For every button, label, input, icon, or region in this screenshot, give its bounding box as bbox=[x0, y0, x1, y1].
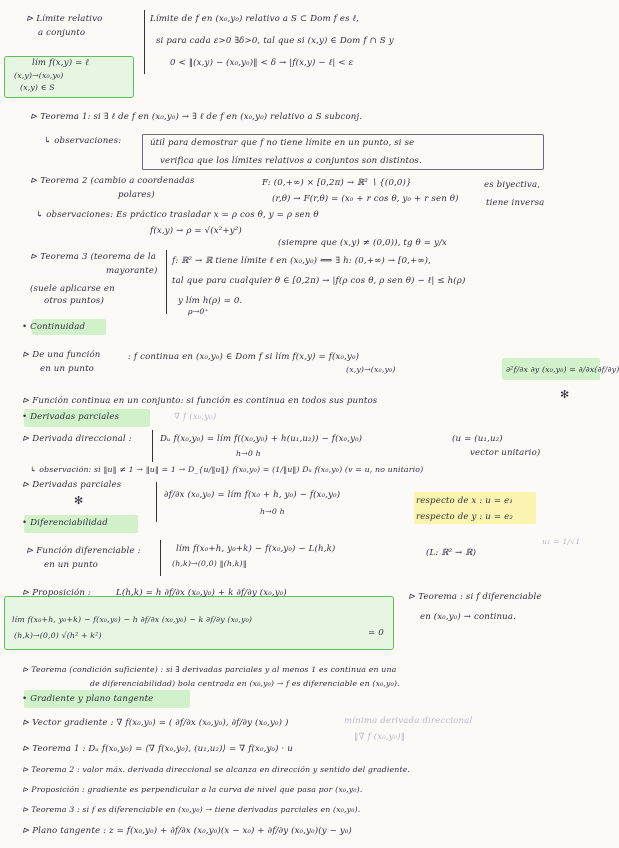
continua-punto-def: : f continua en (x₀,y₀) ∈ Dom f si lím f(x,y) = f(x₀,y₀) bbox=[128, 352, 360, 362]
polar-map-2: (r,θ) → F(r,θ) = (x₀ + r cos θ, y₀ + r sen θ) bbox=[272, 194, 459, 204]
bracket-line-1 bbox=[144, 10, 145, 74]
respecto-x: respecto de x : u = e₁ bbox=[416, 496, 513, 506]
unit-vector-2: vector unitario) bbox=[470, 448, 541, 458]
tiene-inversa: tiene inversa bbox=[486, 198, 545, 208]
observacion-polares: ↳ observaciones: Es práctico trasladar x = ρ cos θ, y = ρ sen θ bbox=[36, 210, 319, 220]
observacion-line-1: útil para demostrar que f no tiene límite en un punto, si se bbox=[150, 138, 415, 148]
teorema-1: ⊳ Teorema 1: si ∃ ℓ de f en (x₀,y₀) → ∃ ℓ de f en (x₀,y₀) relativo a S subconj. bbox=[30, 112, 363, 122]
derivadas-parciales-label: ⊳ Derivadas parciales bbox=[22, 480, 122, 490]
proposicion-limit-sub: (h,k)→(0,0) √(h² + k²) bbox=[14, 631, 102, 640]
continua-punto-sub: (x,y)→(x₀,y₀) bbox=[346, 365, 396, 374]
star-mark-2: ✻ bbox=[74, 494, 84, 507]
bracket-line-2 bbox=[166, 250, 167, 314]
mayorante-line-1: f: ℝ² → ℝ tiene límite ℓ en (x₀,y₀) ⟺ ∃ h: (0,+∞) → [0,+∞), bbox=[172, 256, 432, 266]
bracket-line-5 bbox=[160, 540, 161, 576]
observaciones-label: ↳ observaciones: bbox=[44, 136, 122, 146]
teorema-3-gradiente: ⊳ Teorema 3 : si f es diferenciable en (x₀,y₀) → tiene derivadas parciales en (x₀,y₀). bbox=[22, 805, 361, 814]
teorema-2-gradiente: ⊳ Teorema 2 : valor máx. derivada direccional se alcanza en dirección y sentido del gradiente. bbox=[22, 765, 411, 774]
biyectiva: es biyectiva, bbox=[484, 180, 541, 190]
continua-punto-1: ⊳ De una función bbox=[22, 350, 101, 360]
mayorante-line-2: tal que para cualquier θ ∈ [0,2π) → |f(ρ cos θ, ρ sen θ) − ℓ| ≤ h(ρ) bbox=[172, 276, 466, 286]
proposicion-label: ⊳ Proposición : bbox=[22, 588, 91, 598]
teorema-3-note-2: otros puntos) bbox=[44, 296, 104, 306]
mixed-derivative: ∂²f/∂x ∂y (x₀,y₀) = ∂/∂x(∂f/∂y) bbox=[506, 365, 619, 374]
teorema-diferenciable-1: ⊳ Teorema : si f diferenciable bbox=[408, 592, 542, 602]
section-derivadas: • Derivadas parciales bbox=[22, 412, 120, 422]
derivada-direccional-sub: h→0 h bbox=[236, 449, 261, 458]
section-diferenciabilidad: • Diferenciabilidad bbox=[22, 518, 108, 528]
diferenciable-formula: lím f(x₀+h, y₀+k) − f(x₀,y₀) − L(h,k) bbox=[176, 544, 336, 554]
teorema-3-mayorante: mayorante) bbox=[106, 266, 158, 276]
continua-conjunto: ⊳ Función continua en un conjunto: si función es continua en todos sus puntos bbox=[22, 396, 378, 406]
rho-formula: f(x,y) → ρ = √(x²+y²) bbox=[150, 226, 242, 236]
teorema-diferenciable-2: en (x₀,y₀) → continua. bbox=[420, 612, 516, 622]
bracket-line-4 bbox=[156, 482, 157, 522]
teorema-3-note-1: (suele aplicarse en bbox=[30, 284, 115, 294]
derivadas-parciales-formula: ∂f/∂x (x₀,y₀) = lím f(x₀ + h, y₀) − f(x₀,y₀) bbox=[164, 490, 341, 500]
derivada-direccional-label: ⊳ Derivada direccional : bbox=[22, 434, 132, 444]
polar-map-1: F: (0,+∞) × [0,2π) → ℝ² ∖ {(0,0)} bbox=[262, 178, 412, 188]
observacion-line-2: verifica que los límites relativos a conjuntos son distintos. bbox=[160, 156, 422, 166]
faint-gradient-norm: ‖∇ f (x₀,y₀)‖ bbox=[354, 732, 406, 742]
vector-gradiente: ⊳ Vector gradiente : ∇ f(x₀,y₀) = ( ∂f/∂x (x₀,y₀), ∂f/∂y (x₀,y₀) ) bbox=[22, 718, 289, 728]
limit-notation-set: (x,y) ∈ S bbox=[20, 83, 55, 92]
diferenciable-sub: (h,k)→(0,0) ‖(h,k)‖ bbox=[172, 559, 247, 568]
definition-line-2: si para cada ε>0 ∃δ>0, tal que si (x,y) ∈ Dom f ∩ S y bbox=[156, 36, 394, 46]
mayorante-sub: ρ→0⁺ bbox=[188, 307, 209, 316]
teorema-1-gradiente: ⊳ Teorema 1 : Dᵤ f(x₀,y₀) = ⟨∇ f(x₀,y₀), (u₁,u₂)⟩ = ∇ f(x₀,y₀) · u bbox=[22, 744, 293, 754]
proposicion-gradiente: ⊳ Proposición : gradiente es perpendicular a la curva de nivel que pasa por (x₀,y₀). bbox=[22, 785, 363, 794]
condicion-suficiente-1: ⊳ Teorema (condición suficiente) : si ∃ derivadas parciales y al menos 1 es continua en una bbox=[22, 665, 397, 674]
proposicion-equals-zero: = 0 bbox=[368, 628, 384, 638]
faint-gradient-note: ∇ f (x₀,y₀) bbox=[174, 412, 217, 422]
heading-conjunto: a conjunto bbox=[38, 28, 86, 38]
faint-min-direction: mínima derivada direccional bbox=[344, 716, 473, 726]
definition-line-1: Límite de f en (x₀,y₀) relativo a S ⊂ Dom f es ℓ, bbox=[150, 14, 360, 24]
funcion-diferenciable-punto: en un punto bbox=[44, 560, 99, 570]
funcion-diferenciable: ⊳ Función diferenciable : bbox=[26, 546, 141, 556]
limit-notation-sub: (x,y)→(x₀,y₀) bbox=[14, 71, 64, 80]
plano-tangente: ⊳ Plano tangente : z = f(x₀,y₀) + ∂f/∂x (x₀,y₀)(x − x₀) + ∂f/∂y (x₀,y₀)(y − y₀) bbox=[22, 826, 352, 836]
teorema-2-polares: polares) bbox=[118, 190, 155, 200]
proposicion-limit: lím f(x₀+h, y₀+k) − f(x₀,y₀) − h ∂f/∂x (x₀,y₀) − k ∂f/∂y (x₀,y₀) bbox=[12, 615, 253, 624]
proposicion-formula: L(h,k) = h ∂f/∂x (x₀,y₀) + k ∂f/∂y (x₀,y₀) bbox=[116, 588, 287, 598]
continua-punto-2: en un punto bbox=[40, 364, 95, 374]
bracket-line-3 bbox=[152, 430, 153, 462]
section-gradiente: • Gradiente y plano tangente bbox=[22, 694, 154, 704]
linear-map-note: (L: ℝ² → ℝ) bbox=[426, 548, 477, 558]
faint-unit-note: u₁ = 1/√1 bbox=[542, 537, 581, 546]
mayorante-line-3: y lím h(ρ) = 0. bbox=[178, 296, 243, 306]
condicion-suficiente-2: de diferenciabilidad) bola centrada en (x₀,y₀) → f es diferenciable en (x₀,y₀). bbox=[90, 679, 400, 688]
definition-line-3: 0 < ‖(x,y) − (x₀,y₀)‖ < δ → |f(x,y) − ℓ| < ε bbox=[170, 58, 354, 68]
derivada-direccional-formula: Dᵤ f(x₀,y₀) = lím f((x₀,y₀) + h(u₁,u₂)) − f(x₀,y₀) bbox=[160, 434, 363, 444]
section-continuidad: • Continuidad bbox=[22, 322, 86, 332]
teorema-2: ⊳ Teorema 2 (cambio a coordenadas bbox=[30, 176, 195, 186]
star-mark-1: ✻ bbox=[560, 388, 570, 401]
observacion-unitario: ↳ observación: si ‖u‖ ≠ 1 → ‖u‖ = 1 → D_{u/‖u‖} f(x₀,y₀) = (1/‖u‖) Dᵤ f(x₀,y₀) (v = u, no unitario) bbox=[30, 465, 424, 474]
respecto-y: respecto de y : u = e₂ bbox=[416, 512, 513, 522]
tangent-formula: (siempre que (x,y) ≠ (0,0)), tg θ = y/x bbox=[278, 238, 447, 248]
heading-limite-relativo: ⊳ Límite relativo bbox=[26, 14, 103, 24]
derivadas-parciales-sub: h→0 h bbox=[260, 507, 285, 516]
teorema-3: ⊳ Teorema 3 (teorema de la bbox=[30, 252, 157, 262]
unit-vector-1: (u = (u₁,u₂) bbox=[452, 434, 503, 444]
limit-notation: lím f(x,y) = ℓ bbox=[32, 58, 90, 68]
